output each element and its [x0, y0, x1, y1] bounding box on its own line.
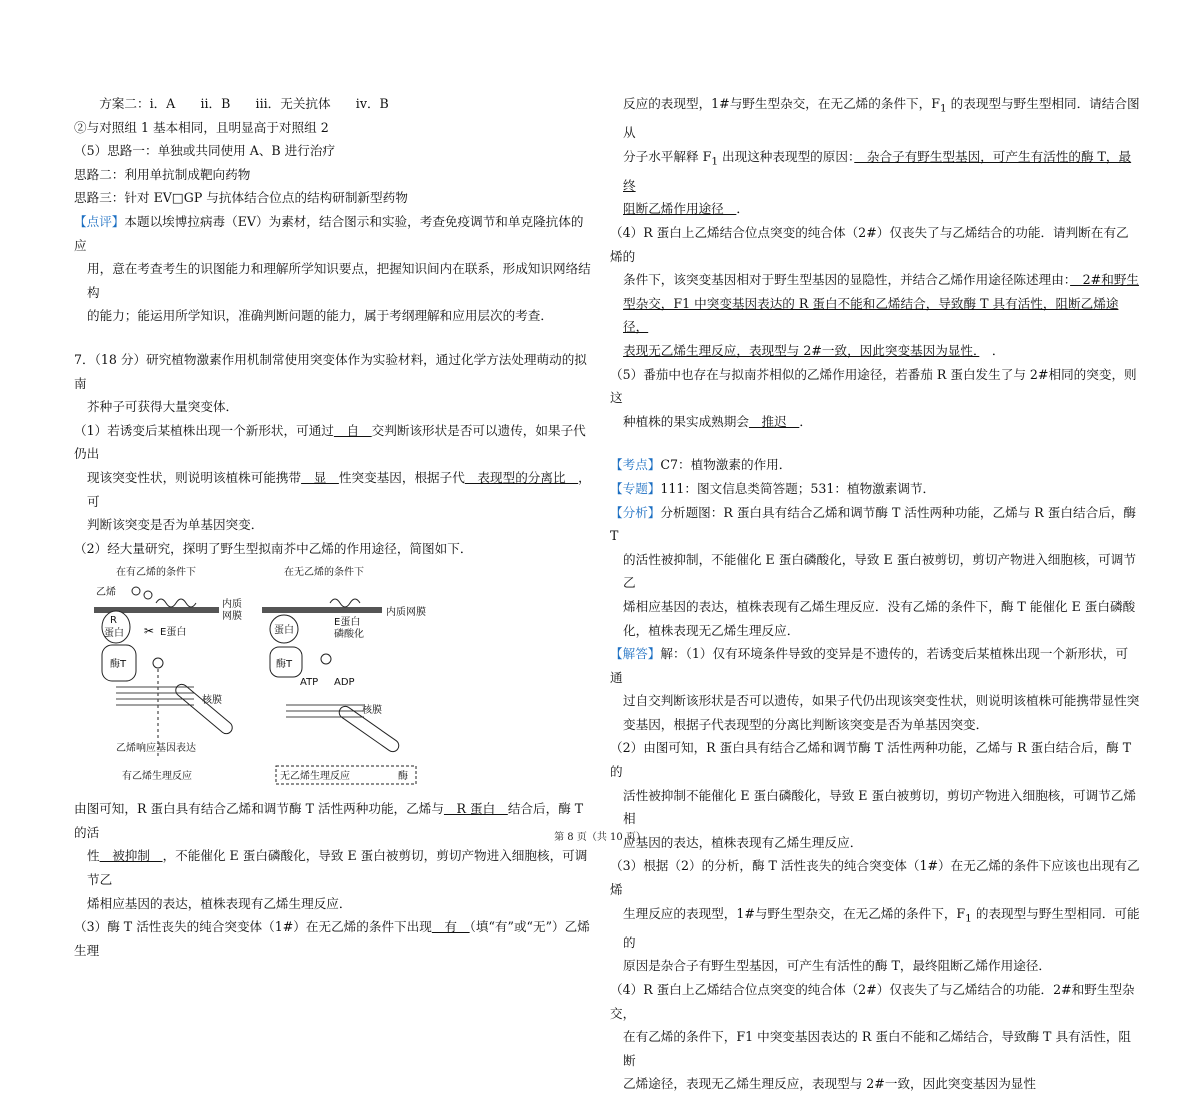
analysis-line-2: 的活性被抑制，不能催化 E 蛋白磷酸化，导致 E 蛋白被剪切，剪切产物进入细胞核，可调节乙 [623, 551, 1136, 591]
nuclear-membrane-left [173, 682, 234, 736]
key-point-tag: 【考点】 [610, 457, 661, 473]
analysis-line-3: 烯相应基因的表达，植株表现有乙烯生理反应．没有乙烯的条件下，酶 T 能催化 E 蛋白磷酸 [623, 598, 1136, 614]
gene-expression-label: 乙烯响应基因表达 [116, 743, 196, 755]
enzyme-short-label: 酶 [398, 771, 408, 783]
comment-tag: 【点评】 [74, 213, 125, 229]
solution-tag: 【解答】 [610, 646, 661, 662]
q3-end: ． [736, 201, 749, 217]
q4-text-2a: 条件下，该突变基因相对于野生型基因的显隐性，并结合乙烯作用途径陈述理由： [623, 272, 1071, 288]
nucleus-label-left: 核膜 [202, 695, 222, 707]
q2-answer-1: R 蛋白 [443, 801, 508, 817]
q3-answer-2: 杂合子有野生型基因，可产生有活性的酶 T，最终 [623, 148, 1132, 193]
q2-answer-line-3: 烯相应基因的表达，植株表现有乙烯生理反应． [87, 895, 352, 911]
e-protein-label: E蛋白 [160, 627, 187, 639]
q2-text-a2: 结合后，酶 T 的活 [74, 801, 584, 840]
protein-label-right: 蛋白 [274, 625, 294, 637]
comment-text-1: 本题以埃博拉病毒（EV）为素材，结合图示和实验，考查免疫调节和单克隆抗体的应 [74, 213, 584, 253]
q1-text-a: （1）若诱变后某植株出现一个新形状，可通过 [74, 422, 334, 438]
topic-tag: 【专题】 [610, 480, 661, 496]
q1-answer-1: 自 [333, 422, 372, 438]
answer2-line-3: 应基因的表达，植株表现有乙烯生理反应． [623, 834, 863, 850]
q4-line-1: （4）R 蛋白上乙烯结合位点突变的纯合体（2#）仅丧失了与乙烯结合的功能．请判断在有乙烯的 [610, 225, 1129, 264]
scissors-icon: ✂ [144, 624, 155, 639]
ethylene-molecule [144, 591, 152, 599]
e-protein-coil-right [330, 599, 360, 607]
analysis-text-1: 分析题图：R 蛋白具有结合乙烯和调节酶 T 活性两种功能，乙烯与 R 蛋白结合后，酶 T [610, 504, 1136, 544]
q4-line-3 [610, 292, 1140, 339]
question-7-line-2: 芥种子可获得大量突变体． [87, 399, 239, 415]
topic-text: 111：图文信息类简答题；531：植物激素调节． [660, 480, 936, 496]
q1-text-e: ，可 [87, 469, 591, 509]
nucleus-label-right: 核膜 [362, 705, 382, 717]
phosphorylation-label: 磷酸化 [334, 629, 364, 641]
solution-line-2: 过自交判断该形状是否可以遗传，如果子代仍出现该突变性状，则说明该植株可能携带显性突 [623, 693, 1140, 709]
comment-line-1 [74, 210, 594, 257]
q3-r1b: 的表现型与野生型相同．请结合图从 [623, 96, 1140, 141]
comment-line-2: 用，意在考查考生的识图能力和理解所学知识要点，把握知识间内在联系，形成知识网络结构 [87, 261, 591, 300]
q4-end: ． [979, 342, 1005, 358]
q2-text-b2: ，不能催化 E 蛋白磷酸化，导致 E 蛋白被剪切，剪切产物进入细胞核，可调节乙 [87, 848, 588, 888]
q1-line-2 [74, 466, 594, 513]
page-footer: 第 8 页（共 10 页） [554, 832, 646, 843]
right-column [610, 92, 1140, 1096]
q4-answer-3: 表现无乙烯生理反应，表现型与 2#一致，因此突变基因为显性． [623, 342, 980, 358]
er-membrane-right [262, 607, 382, 613]
atp-label: ATP [300, 677, 319, 689]
q1-line-1 [74, 419, 594, 466]
q5-answer: 推迟 [748, 413, 800, 429]
comment-line-3: 的能力；能运用所学知识，准确判断问题的能力，属于考纲理解和应用层次的考查． [87, 308, 553, 324]
stripes-right [286, 705, 364, 717]
q3-r1: 反应的表现型，1#与野生型杂交，在无乙烯的条件下，F [623, 96, 940, 111]
q4-answer-1: 2#和野生 [1070, 272, 1140, 288]
q3-text-a: （3）酶 T 活性丧失的纯合突变体（1#）在无乙烯的条件下出现 [74, 919, 432, 935]
result-line: ②与对照组 1 基本相同，且明显高于对照组 2 [74, 119, 329, 135]
e-protein-coil [156, 599, 196, 607]
q1-line-3: 判断该突变是否为单基因突变． [87, 517, 264, 533]
pathway-svg [94, 563, 434, 795]
solution-text-1: 解：（1）仅有环境条件导致的变异是不遗传的，若诱变后某植株出现一个新形状，可通 [610, 646, 1129, 685]
solution-line-1 [610, 642, 1140, 689]
left-panel-title: 在有乙烯的条件下 [116, 567, 196, 579]
solution-line-3: 变基因，根据子代表现型的分离比判断该突变是否为单基因突变． [623, 716, 989, 732]
q5-text-a: 种植株的果实成熟期会 [623, 413, 749, 429]
f1-subscript: 1 [939, 102, 947, 115]
analysis-tag: 【分析】 [610, 504, 661, 520]
topic-line [610, 477, 1140, 501]
answer3-line-3: 原因是杂合子有野生型基因，可产生有活性的酶 T，最终阻断乙烯作用途径． [623, 958, 1051, 974]
q3-answer: 有 [431, 919, 470, 935]
ethylene-response-label: 有乙烯生理反应 [122, 771, 192, 783]
q4-line-2 [610, 268, 1140, 292]
q2-text-a1: 由图可知，R 蛋白具有结合乙烯和调节酶 T 活性两种功能，乙烯与 [74, 801, 444, 817]
q1-text-b: 交判断该形状是否可以遗传，如果子代仍出 [74, 422, 586, 462]
e-protein-label-right: E蛋白 [334, 617, 361, 629]
cleaved-product [153, 658, 163, 668]
q3-r2b: 出现这种表现型的原因： [718, 148, 855, 164]
q5-text-b: ． [799, 413, 812, 429]
answer4-line-1: （4）R 蛋白上乙烯结合位点突变的纯合体（2#）仅丧失了与乙烯结合的功能．2#和野生型杂交， [610, 981, 1135, 1021]
q3-line-3 [610, 145, 1140, 198]
r-label: R [110, 615, 117, 627]
q3-line-1 [74, 915, 594, 962]
enzyme-t-label-right: 酶T [276, 659, 293, 671]
adp-label: ADP [334, 677, 355, 689]
q2-line: （2）经大量研究，探明了野生型拟南芥中乙烯的作用途径，简图如下． [74, 540, 473, 556]
q3-text-b: （填“有”或“无”）乙烯生理 [74, 919, 590, 958]
answer4-line-3: 乙烯途径，表现无乙烯生理反应，表现型与 2#一致，因此突变基因为显性 [623, 1076, 1036, 1092]
answer3-text-b: 的表现型与野生型相同．可能的 [623, 905, 1140, 950]
key-point-text: C7：植物激素的作用． [660, 457, 792, 473]
q2-answer-2: 被抑制 [99, 848, 163, 864]
answer3-line-1: （3）根据（2）的分析，酶 T 活性丧失的纯合突变体（1#）在无乙烯的条件下应该也出现有乙烯 [610, 858, 1140, 898]
q1-answer-2: 显 [301, 469, 339, 485]
answer2-line-2: 活性被抑制不能催化 E 蛋白磷酸化，导致 E 蛋白被剪切，剪切产物进入细胞核，可调节乙烯相 [623, 787, 1136, 827]
q4-answer-2: 型杂交，F1 中突变基因表达的 R 蛋白不能和乙烯结合，导致酶 T 具有活性，阻断乙烯途径， [623, 295, 1119, 335]
idea-one-line: （5）思路一：单独或共同使用 A、B 进行治疗 [74, 143, 336, 159]
plan-two-line: 方案二：i．A ii．B iii．无关抗体 iv．B [74, 96, 389, 111]
enzyme-t-label: 酶T [110, 659, 127, 671]
q5-line-1: （5）番茄中也存在与拟南芥相似的乙烯作用途径，若番茄 R 蛋白发生了与 2#相同的突变，则这 [610, 366, 1137, 406]
q1-text-d: 性突变基因，根据子代 [338, 469, 465, 485]
ethylene-pathway-diagram [94, 563, 434, 795]
answer2-line-1: （2）由图可知，R 蛋白具有结合乙烯和调节酶 T 活性两种功能，乙烯与 R 蛋白结合后，酶 T 的 [610, 740, 1132, 780]
key-point-line [610, 453, 1140, 477]
answer3-text-a: 生理反应的表现型，1#与野生型杂交，在无乙烯的条件下，F [623, 905, 966, 921]
ethylene-molecule [132, 587, 140, 595]
right-panel-title: 在无乙烯的条件下 [284, 567, 364, 579]
analysis-line-1 [610, 501, 1140, 548]
q3-line-4 [610, 197, 1140, 221]
analysis-line-4: 化，植株表现无乙烯生理反应． [623, 622, 800, 638]
er-label-1: 内质 [222, 599, 242, 611]
q1-answer-3: 表现型的分离比 [464, 469, 579, 485]
q5-line-2 [610, 410, 1140, 434]
er-label-2: 网膜 [222, 611, 242, 623]
no-response-label: 无乙烯生理反应 [280, 771, 350, 783]
e-protein-right [321, 654, 331, 664]
q3-line-2 [610, 92, 1140, 145]
q2-text-b1: 性 [87, 848, 100, 864]
question-7-line-1: 7．（18 分）研究植物激素作用机制常使用突变体作为实验材料，通过化学方法处理萌动的拟南 [74, 351, 587, 391]
er-full-label: 内质网膜 [386, 607, 426, 619]
q4-line-4 [610, 339, 1140, 363]
answer3-line-2 [610, 902, 1140, 955]
answer4-line-2: 在有乙烯的条件下，F1 中突变基因表达的 R 蛋白不能和乙烯结合，导致酶 T 具有活性，阻断 [623, 1029, 1132, 1068]
idea-two-line: 思路二：利用单抗制成靶向药物 [74, 166, 251, 182]
protein-label: 蛋白 [104, 628, 124, 640]
f1-subscript-2: 1 [711, 155, 718, 168]
idea-three-line: 思路三：针对 EV□GP 与抗体结合位点的结构研制新型药物 [74, 190, 408, 206]
q1-text-c: 现该突变性状，则说明该植株可能携带 [87, 469, 302, 485]
q3-answer-3: 阻断乙烯作用途径 [623, 201, 737, 217]
q2-answer-line-2 [74, 844, 594, 891]
stripes [116, 687, 194, 705]
q3-r2a: 分子水平解释 F [623, 148, 712, 164]
f1-subscript-3: 1 [965, 912, 972, 925]
ethylene-label: 乙烯 [96, 587, 116, 599]
